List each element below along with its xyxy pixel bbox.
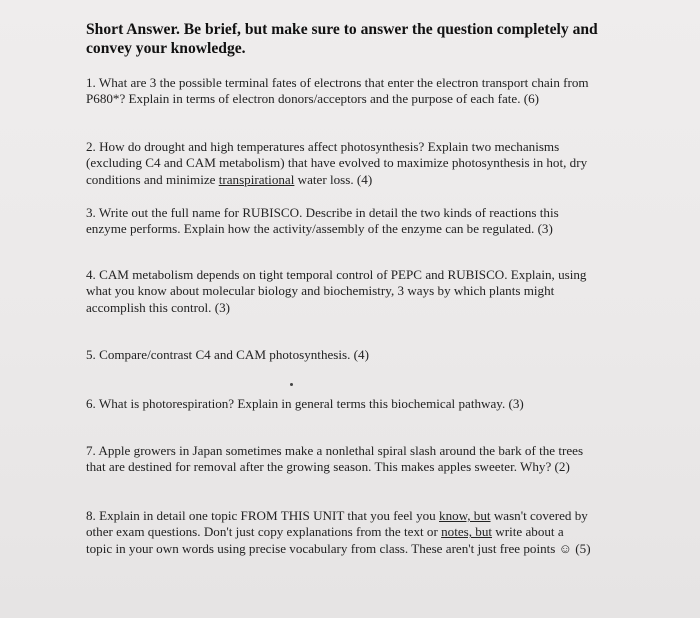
question-7	[86, 443, 646, 476]
question-7-line-2: that are destined for removal after the growing season. This makes apples sweeter. Why? (2)	[86, 459, 570, 475]
question-2-line-3-start: conditions and minimize	[86, 171, 219, 187]
question-8-line-3: topic in your own words using precise vocabulary from class. These aren't just free points ☺ (5)	[86, 540, 591, 556]
question-4	[86, 267, 646, 316]
question-3	[86, 205, 646, 238]
question-4-line-1: 4. CAM metabolism depends on tight temporal control of PEPC and RUBISCO. Explain, using	[86, 267, 587, 282]
question-2-line-3-end: water loss. (4)	[294, 171, 373, 187]
question-1-line-2: P680*? Explain in terms of electron donors/acceptors and the purpose of each fate. (6)	[86, 91, 540, 107]
question-6-line-1: 6. What is photorespiration? Explain in general terms this biochemical pathway. (3)	[86, 396, 524, 411]
question-5-line-1: 5. Compare/contrast C4 and CAM photosynthesis. (4)	[86, 347, 369, 362]
question-8-line-2-start: other exam questions. Don't just copy explanations from the text or	[86, 524, 442, 540]
instructions-line-1: Short Answer. Be brief, but make sure to answer the question completely and	[86, 21, 598, 38]
stray-mark	[290, 383, 293, 386]
underlined-transpirational: transpirational	[218, 171, 295, 187]
question-1	[86, 75, 646, 108]
question-6	[86, 396, 646, 412]
question-8-line-1-start: 8. Explain in detail one topic FROM THIS UNIT that you feel you	[86, 508, 440, 523]
question-4-line-3: accomplish this control. (3)	[86, 299, 230, 315]
question-8	[86, 508, 646, 557]
question-2-line-2: (excluding C4 and CAM metabolism) that have evolved to maximize photosynthesis in hot, dry	[86, 155, 588, 171]
question-8-line-2-end: write about a	[492, 524, 564, 540]
question-7-line-1: 7. Apple growers in Japan sometimes make a nonlethal spiral slash around the bark of the trees	[86, 443, 584, 458]
question-2-line-1: 2. How do drought and high temperatures affect photosynthesis? Explain two mechanisms	[86, 139, 560, 154]
question-4-line-2: what you know about molecular biology and biochemistry, 3 ways by which plants might	[86, 283, 555, 299]
question-1-line-1: 1. What are 3 the possible terminal fates of electrons that enter the electron transport chain from	[86, 75, 589, 90]
underlined-know-but: know, but	[439, 508, 491, 523]
question-2-line-3	[86, 172, 646, 188]
question-8-line-1	[86, 508, 646, 524]
question-8-line-2	[86, 524, 646, 540]
question-3-line-2: enzyme performs. Explain how the activity/assembly of the enzyme can be regulated. (3)	[86, 221, 553, 237]
question-2	[86, 139, 646, 188]
question-5	[86, 347, 646, 363]
question-8-line-1-end: wasn't covered by	[490, 508, 588, 523]
instructions-heading	[86, 20, 656, 58]
question-3-line-1: 3. Write out the full name for RUBISCO. Describe in detail the two kinds of reactions this	[86, 205, 559, 220]
underlined-notes-but: notes, but	[441, 524, 493, 540]
instructions-line-2: convey your knowledge.	[86, 40, 246, 57]
